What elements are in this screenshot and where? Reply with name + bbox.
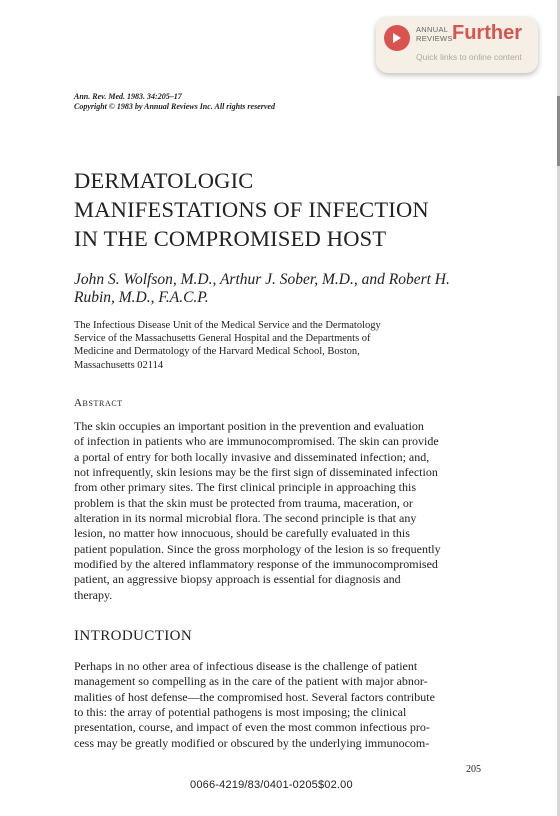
journal-citation xyxy=(74,92,275,112)
annual-reviews-logo-icon xyxy=(384,25,410,51)
affiliation-line: Service of the Massachusetts General Hospital and the Departments of xyxy=(74,333,371,345)
further-widget[interactable] xyxy=(376,17,538,73)
abstract-line: not infrequently, skin lesions may be the first sign of disseminated infection xyxy=(74,465,438,480)
introduction-line: management so compelling as in the care of the patient with major abnor- xyxy=(74,674,428,689)
abstract-line: of infection in patients who are immunocompromised. The skin can provide xyxy=(74,434,439,449)
further-brand-label: ANNUAL REVIEWS xyxy=(416,25,453,43)
abstract-line: from other primary sites. The first clinical principle in approaching this xyxy=(74,480,417,495)
introduction-heading: INTRODUCTION xyxy=(74,628,193,644)
abstract-line: problem is that the skin must be protected from trauma, maceration, or xyxy=(74,495,413,510)
affiliation-line: Massachusetts 02114 xyxy=(74,359,164,371)
abstract-line: a portal of entry for both locally invasive and disseminated infection; and, xyxy=(74,449,430,464)
citation-line: Ann. Rev. Med. 1983. 34:205–17 xyxy=(74,92,182,101)
abstract-body xyxy=(74,419,441,603)
affiliation-line: Medicine and Dermatology of the Harvard Medical School, Boston, xyxy=(74,346,360,358)
abstract-line: lesion, no matter how innocuous, should be carefully evaluated in this xyxy=(74,526,410,541)
abstract-line: modified by the altered inflammatory response of the immunocompromised xyxy=(74,557,438,572)
abstract-line: The skin occupies an important position in the prevention and evaluation xyxy=(74,419,424,433)
title-line: DERMATOLOGIC xyxy=(74,168,254,193)
title-line: MANIFESTATIONS OF INFECTION xyxy=(74,197,429,222)
introduction-body xyxy=(74,659,435,751)
introduction-line: Perhaps in no other area of infectious disease is the challenge of patient xyxy=(74,659,418,673)
affiliation-line: The Infectious Disease Unit of the Medical Service and the Dermatology xyxy=(74,320,381,331)
introduction-line: malities of host defense—the compromised host. Several factors contribute xyxy=(74,689,435,704)
introduction-line: presentation, course, and impact of even the most common infectious pro- xyxy=(74,720,430,735)
abstract-line: therapy. xyxy=(74,587,113,602)
title-line: IN THE COMPROMISED HOST xyxy=(74,226,387,251)
abstract-line: patient population. Since the gross morphology of the lesion is so frequently xyxy=(74,541,441,556)
article-code: 0066-4219/83/0401-0205$02.00 xyxy=(190,779,353,791)
abstract-line: patient, an aggressive biopsy approach is essential for diagnosis and xyxy=(74,572,401,587)
abstract-line: alteration in its normal microbial flora. The second principle is that any xyxy=(74,511,417,526)
introduction-line: to this: the array of potential pathogens is most imposing; the clinical xyxy=(74,705,407,720)
authors: John S. Wolfson, M.D., Arthur J. Sober, M.D., and Robert H. Rubin, M.D., F.A.C.P. xyxy=(74,271,450,306)
further-subtitle: Quick links to online content xyxy=(416,52,522,62)
affiliation xyxy=(74,319,381,372)
article-title xyxy=(74,166,429,253)
copyright-line: Copyright © 1983 by Annual Reviews Inc. All rights reserved xyxy=(74,102,275,111)
page-number: 205 xyxy=(466,764,481,775)
introduction-line: cess may be greatly modified or obscured by the underlying immunocom- xyxy=(74,735,430,750)
further-title: Further xyxy=(452,22,522,44)
abstract-heading: Abstract xyxy=(74,397,123,409)
